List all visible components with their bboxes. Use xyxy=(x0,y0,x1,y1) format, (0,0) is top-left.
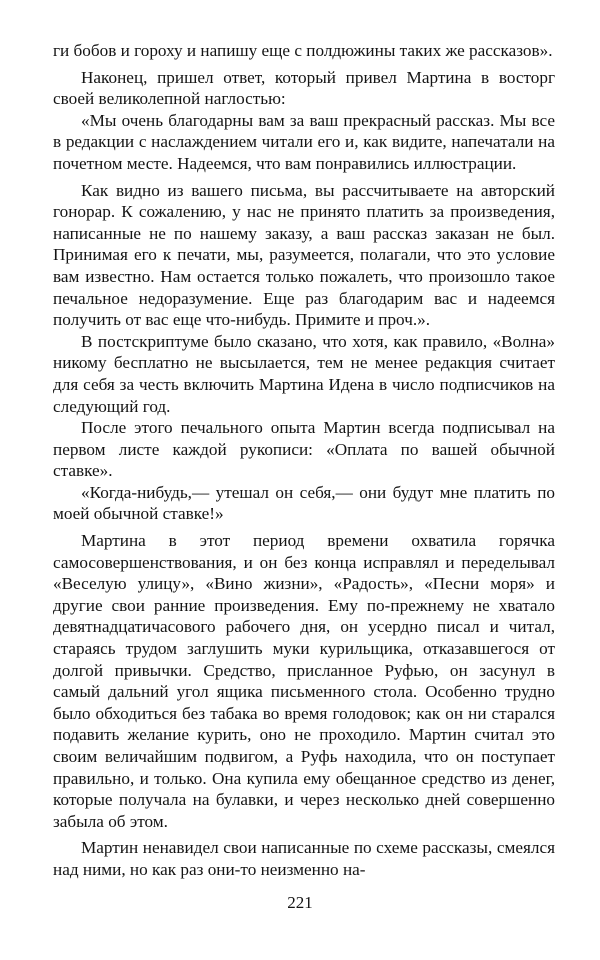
paragraph-6: После этого печального опыта Мартин всегда подписывал на первом листе каждой рукописи: «Оплата по вашей обычной ставке». xyxy=(53,418,555,481)
paragraph-7: «Когда-нибудь,— утешал он себя,— они будут мне платить по моей обычной ставке!» xyxy=(53,482,555,524)
paragraph-5: В постскриптуме было сказано, что хотя, как правило, «Волна» никому бесплатно не высылается, тем не менее редакция считает для себя за честь включить Мартина Идена в число подписчиков на следующий год. xyxy=(53,331,555,416)
paragraph-2: Наконец, пришел ответ, который привел Мартина в восторг своей великолепной наглостью: xyxy=(53,67,555,109)
paragraph-3: «Мы очень благодарны вам за ваш прекрасный рассказ. Мы все в редакции с наслаждением читали его и, как видите, напечатали на почетном месте. Надеемся, что вам понравились иллюстрации. xyxy=(53,110,555,173)
paragraph-9: Мартин ненавидел свои написанные по схеме рассказы, смеялся над ними, но как раз они-то неизменно на- xyxy=(53,838,555,879)
paragraph-8: Мартина в этот период времени охватила горячка самосовершенствования, и он без конца исправлял и переделывал «Веселую улицу», «Вино жизни», «Радость», «Песни моря» и другие свои ранние произведения. Ему по-прежнему не хватало девятнадцатичасового рабочего дня, он усердно писал и читал, стараясь трудом заглушить муки курильщика, отказавшегося от долгой привычки. Средство, присланное Руфью, он засунул в самый дальний угол ящика письменного стола. Особенно трудно было обходиться без табака во время голодовок; как он ни старался подавить желание курить, оно не проходило. Мартин считал это своим величайшим подвигом, а Руфь находила, что он поступает правильно, и только. Она купила ему обещанное средство из денег, которые получала на булавки, и через несколько дней совершенно забыла об этом. xyxy=(53,531,555,831)
page-number: 221 xyxy=(287,893,313,912)
paragraph-1: ги бобов и гороху и напишу еще с полдюжины таких же рассказов». xyxy=(53,41,553,60)
book-page-text xyxy=(53,40,555,881)
paragraph-4: Как видно из вашего письма, вы рассчитываете на авторский гонорар. К сожалению, у нас не принято платить за произведения, написанные не по нашему заказу, а ваш рассказ заказан не был. Принимая его к печати, мы, разумеется, полагали, что это условие вам известно. Нам остается только пожалеть, что произошло такое печальное недоразумение. Еще раз благодарим вас и надеемся получить от вас еще что-нибудь. Примите и проч.». xyxy=(53,180,555,330)
